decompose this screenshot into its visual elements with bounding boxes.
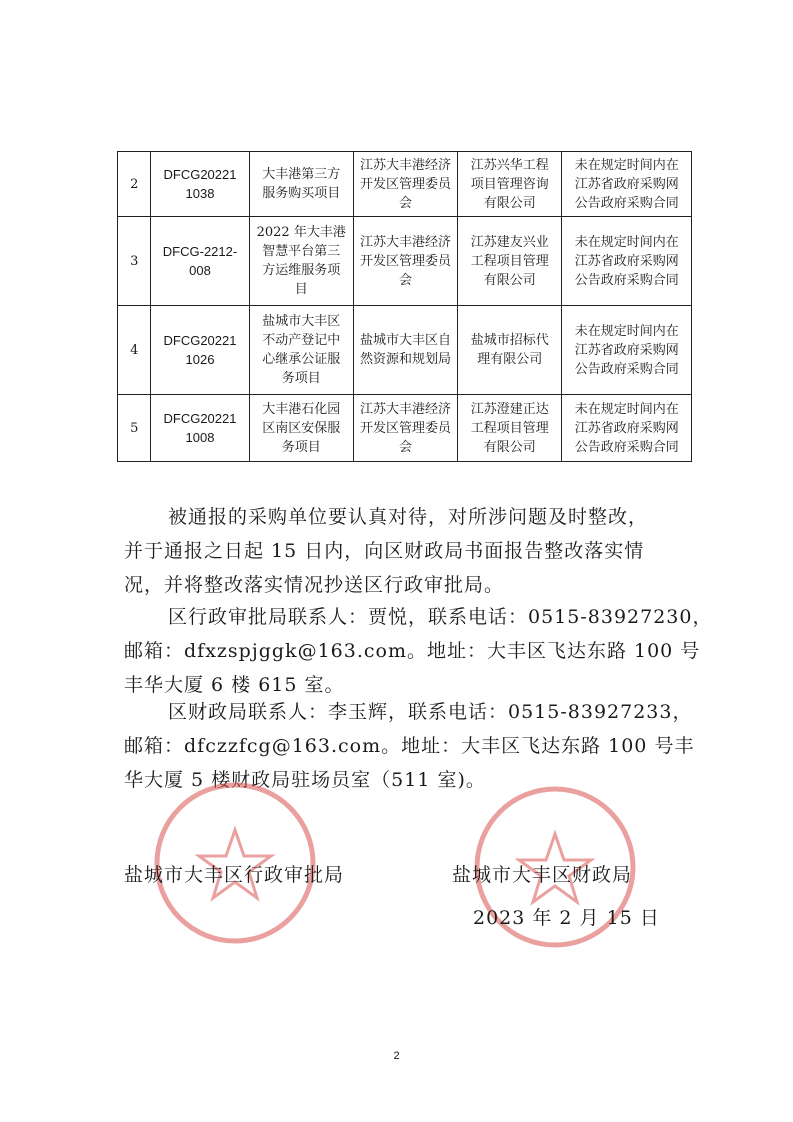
project-name: 大丰港石化园 区南区安保服 务项目: [249, 395, 353, 462]
table-row: [118, 217, 692, 306]
procurement-agent: 江苏建友兴业 工程项目管理 有限公司: [458, 217, 562, 306]
paragraph-line: 华大厦 5 楼财政局驻场员室（511 室)。: [124, 769, 486, 791]
paragraph-line: 区行政审批局联系人：贾悦，联系电话：0515-83927230，: [168, 606, 713, 628]
row-number: 5: [118, 395, 151, 462]
row-number: 2: [118, 152, 151, 217]
project-code: DFCG20221 1026: [151, 306, 249, 395]
paragraph-line: 况，并将整改落实情况抄送区行政审批局。: [124, 574, 505, 596]
project-name: 大丰港第三方 服务购买项目: [249, 152, 353, 217]
row-number: 3: [118, 217, 151, 306]
paragraph-line: 并于通报之日起 15 日内，向区财政局书面报告整改落实情: [124, 540, 645, 562]
project-code: DFCG20221 1038: [151, 152, 249, 217]
approval-bureau-contact-paragraph: [124, 600, 713, 702]
table-row: [118, 152, 692, 217]
table-row: [118, 395, 692, 462]
paragraph-line: 丰华大厦 6 楼 615 室。: [124, 674, 345, 696]
procurement-agent: 江苏兴华工程 项目管理咨询 有限公司: [458, 152, 562, 217]
procurement-agent: 盐城市招标代 理有限公司: [458, 306, 562, 395]
purchasing-unit: 江苏大丰港经济 开发区管理委员 会: [353, 152, 457, 217]
purchasing-unit: 江苏大丰港经济 开发区管理委员 会: [353, 217, 457, 306]
project-name: 盐城市大丰区 不动产登记中 心继承公证服 务项目: [249, 306, 353, 395]
paragraph-line: 邮箱：dfczzfcg@163.com。地址：大丰区飞达东路 100 号丰: [124, 735, 695, 757]
project-code: DFCG20221 1008: [151, 395, 249, 462]
project-code: DFCG-2212- 008: [151, 217, 249, 306]
rectification-paragraph: [124, 500, 684, 602]
paragraph-line: 区财政局联系人：李玉辉，联系电话：0515-83927233，: [168, 701, 693, 723]
project-name: 2022 年大丰港 智慧平台第三 方运维服务项 目: [249, 217, 353, 306]
paragraph-line: 被通报的采购单位要认真对待，对所涉问题及时整改，: [168, 506, 649, 528]
signature-approval-bureau: 盐城市大丰区行政审批局: [124, 864, 345, 886]
signature-finance-bureau: 盐城市大丰区财政局: [452, 864, 633, 886]
notice-table: [117, 151, 692, 462]
purchasing-unit: 盐城市大丰区自 然资源和规划局: [353, 306, 457, 395]
violation-reason: 未在规定时间内在 江苏省政府采购网 公告政府采购合同: [562, 152, 692, 217]
purchasing-unit: 江苏大丰港经济 开发区管理委员 会: [353, 395, 457, 462]
violation-reason: 未在规定时间内在 江苏省政府采购网 公告政府采购合同: [562, 395, 692, 462]
violation-reason: 未在规定时间内在 江苏省政府采购网 公告政府采购合同: [562, 217, 692, 306]
document-date: 2023 年 2 月 15 日: [473, 907, 660, 929]
table-row: [118, 306, 692, 395]
paragraph-line: 邮箱：dfxzspjggk@163.com。地址：大丰区飞达东路 100 号: [124, 640, 701, 662]
page-number: 2: [393, 1050, 400, 1062]
procurement-agent: 江苏澄建正达 工程项目管理 有限公司: [458, 395, 562, 462]
violation-reason: 未在规定时间内在 江苏省政府采购网 公告政府采购合同: [562, 306, 692, 395]
row-number: 4: [118, 306, 151, 395]
